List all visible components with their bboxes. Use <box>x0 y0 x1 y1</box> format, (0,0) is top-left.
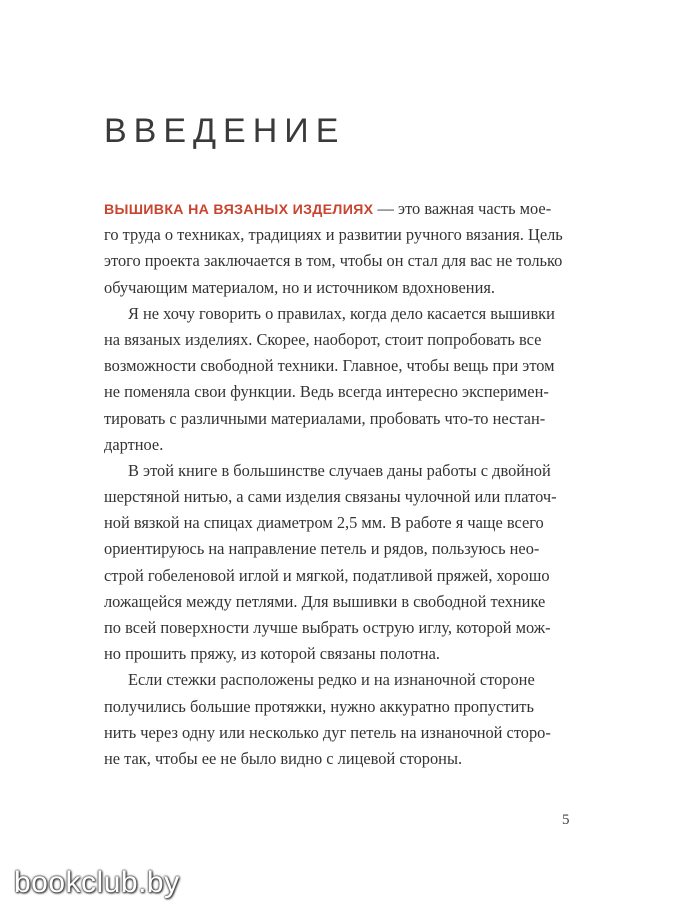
paragraph-2-line-5: тировать с различными материалами, пробовать что-то нестан- <box>104 408 546 428</box>
chapter-title: ВВЕДЕНИЕ <box>104 112 346 150</box>
paragraph-1-line-3: этого проекта заключается в том, чтобы он стал для вас не только <box>104 251 563 271</box>
body-text <box>104 196 574 772</box>
paragraph-4-line-4: не так, чтобы ее не было видно с лицевой стороны. <box>104 748 463 768</box>
paragraph-3-line-3: ной вязкой на спицах диаметром 2,5 мм. В работе я чаще всего <box>104 513 544 533</box>
paragraph-1-line-2: го труда о техниках, традициях и развитии ручного вязания. Цель <box>104 225 563 245</box>
paragraph-3-line-5: строй гобеленовой иглой и мягкой, податливой пряжей, хорошо <box>104 565 550 585</box>
paragraph-2-line-2: на вязаных изделиях. Скорее, наоборот, стоит попробовать все <box>104 329 542 349</box>
paragraph-3-line-2: шерстяной нитью, а сами изделия связаны чулочной или платоч- <box>104 487 557 507</box>
paragraph-4-line-1: Если стежки расположены редко и на изнаночной стороне <box>128 670 535 690</box>
paragraph-3-line-4: ориентируюсь на направление петель и рядов, пользуюсь нео- <box>104 539 540 559</box>
watermark-logo: bookclub.by <box>14 866 180 899</box>
paragraph-2-line-6: дартное. <box>104 434 164 454</box>
page-number: 5 <box>562 812 570 828</box>
paragraph-1-line-1-text: — это важная часть мое- <box>373 199 552 218</box>
paragraph-2-line-4: не поменяла свои функции. Ведь всегда интересно эксперимен- <box>104 382 549 402</box>
paragraph-4-line-2: получились большие протяжки, нужно аккуратно пропустить <box>104 696 534 716</box>
paragraph-3-line-8: но прошить пряжу, из которой связаны полотна. <box>104 644 440 664</box>
paragraph-2-line-3: возможности свободной техники. Главное, чтобы вещь при этом <box>104 356 555 376</box>
paragraph-3-line-1: В этой книге в большинстве случаев даны работы с двойной <box>128 460 551 480</box>
paragraph-3-line-6: ложащейся между петлями. Для вышивки в свободной технике <box>104 591 546 611</box>
paragraph-1-line-4: обучающим материалом, но и источником вдохновения. <box>104 277 495 297</box>
paragraph-4-line-3: нить через одну или несколько дуг петель на изнаночной сторо- <box>104 722 551 742</box>
lead-phrase: ВЫШИВКА НА ВЯЗАНЫХ ИЗДЕЛИЯХ <box>104 202 374 218</box>
paragraph-2-line-1: Я не хочу говорить о правилах, когда дело касается вышивки <box>128 303 555 323</box>
paragraph-3-line-7: по всей поверхности лучше выбрать острую иглу, которой мож- <box>104 618 551 637</box>
paragraph-1-line-1 <box>104 196 574 222</box>
